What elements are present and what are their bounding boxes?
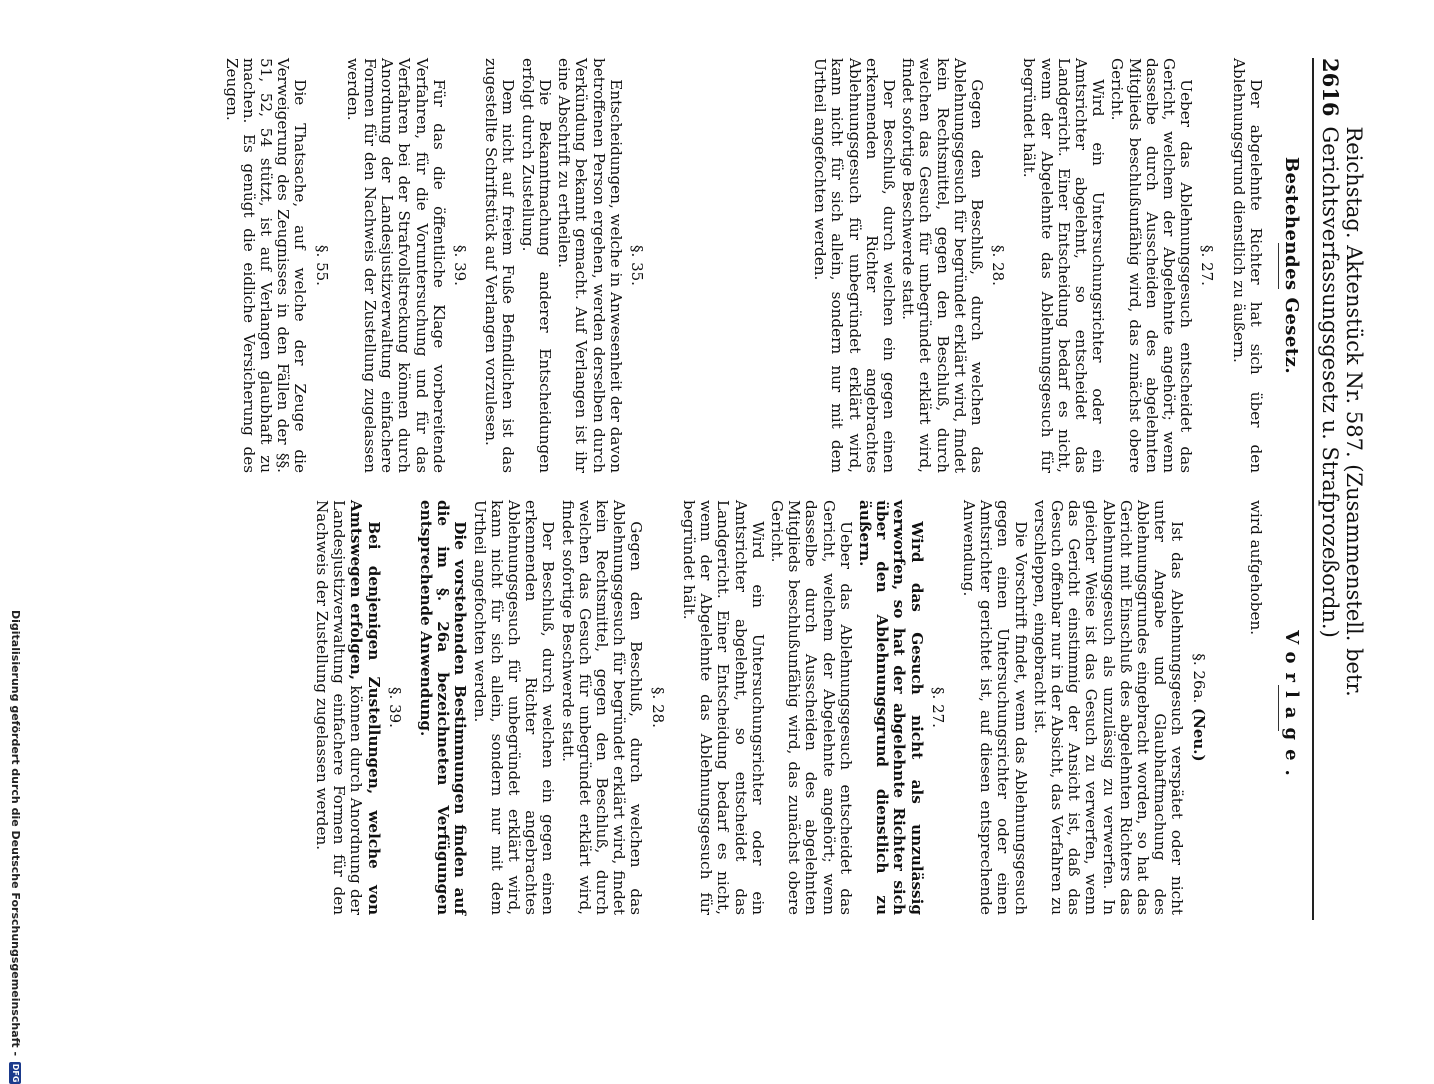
- paragraph: Für das die öffentliche Klage vorbereitende Verfahren, für die Voruntersuchung und für das Verfahren bei der Strafvollstreckung können durch Anordnung der Landesjustizverwaltung einfachere Formen für den Nachweis der Zustellung zugelassen werden.: [343, 58, 448, 473]
- paragraph: Gegen den Beschluß, durch welchen das Ablehnungsgesuch für begründet erklärt wird, findet kein Rechtsmittel, gegen den Beschluß, durch welchen das Gesuch für unbegründet erklärt wird, findet sofortige Beschwerde statt.: [899, 58, 986, 473]
- paragraph: Der Beschluß, durch welchen ein gegen einen erkennenden Richter angebrachtes Ablehnungsgesuch für unbegründet erklärt wird, kann nicht für sich allein, sondern nur mit dem Urtheil angefochten werden.: [811, 58, 898, 473]
- paragraph: Gegen den Beschluß, durch welchen das Ablehnungsgesuch für begründet erklärt wird, findet kein Rechtsmittel, gegen den Beschluß, durch welchen das Gesuch für unbegründet erklärt wird, findet sofortige Beschwerde statt.: [558, 500, 646, 915]
- paragraph: Dem nicht auf freiem Fuße Befindlichen ist das zugestellte Schriftstück auf Verlangen vorzulesen.: [482, 58, 518, 473]
- page-number: 2616: [1318, 58, 1343, 117]
- section-heading: §. 27.: [928, 687, 947, 728]
- paragraph: Wird ein Untersuchungsrichter oder ein Amtsrichter abgelehnt, so entscheidet das Landgericht. Einer Entscheidung bedarf es nicht, wenn der Abgelehnte das Ablehnungsgesuch für begründet hält.: [679, 500, 767, 915]
- section-heading: §. 35.: [627, 245, 646, 286]
- paragraph-emphasized: Wird das Gesuch nicht als unzulässig verworfen, so hat der abgelehnte Richter sich über den Ablehnungsgrund dienstlich zu äußern.: [855, 500, 926, 915]
- page-header: [1312, 58, 1366, 920]
- column-existing-law: [220, 58, 1304, 473]
- section-heading: §. 27.: [1198, 245, 1217, 286]
- paragraph: Der Beschluß, durch welchen ein gegen einen erkennenden Richter angebrachtes Ablehnungsgesuch für unbegründet erklärt wird, kann nicht für sich allein, sondern nur mit dem Urtheil angefochten werden.: [470, 500, 558, 915]
- paragraph-emphasized: Die vorstehenden Bestimmungen finden auf die im §. 26a bezeichneten Verfügungen entsprechende Anwendung.: [417, 500, 470, 915]
- section-number: §. 26a.: [1189, 653, 1208, 704]
- spacer: [659, 58, 809, 473]
- new-marker: (Neu.): [1189, 708, 1208, 762]
- paragraph: Wird ein Untersuchungsrichter oder ein Amtsrichter abgelehnt, so entscheidet das Landgericht. Einer Entscheidung bedarf es nicht, wenn der Abgelehnte das Ablehnungsgesuch für begründet hält.: [1020, 58, 1108, 473]
- paragraph: Die Thatsache, auf welche der Zeuge die Verweigerung des Zeugnisses in den Fällen der §§. 51, 52, 54 stützt, ist auf Verlangen glaubhaft zu machen. Es genügt die eidliche Versicherung des Zeugen.: [222, 58, 310, 473]
- body-text: können durch Anordnung der Landesjustizverwaltung einfachere Formen für den Nachweis der Zustellung zugelassen werden.: [313, 500, 366, 916]
- dfg-logo-icon: DFG: [11, 1063, 20, 1083]
- section-heading: §. 39.: [385, 687, 404, 728]
- paragraph: Ueber das Ablehnungsgesuch entscheidet das Gericht, welchem der Abgelehnte angehört; wenn dasselbe durch Ausscheiden des abgelehnten Mitglieds beschlußunfähig wird, das zunächst obere Gericht.: [767, 500, 855, 915]
- paragraph: [313, 500, 382, 915]
- paragraph: Der abgelehnte Richter hat sich über den Ablehnungsgrund dienstlich zu äußern.: [1229, 58, 1265, 473]
- column-proposal: [311, 500, 1304, 915]
- spacer: [1221, 500, 1245, 915]
- paragraph: Ueber das Ablehnungsgesuch entscheidet das Gericht, welchem der Abgelehnte angehört; wenn dasselbe durch Ausscheiden des abgelehnten Mitglieds beschlußunfähig wird, das zunächst obere Gericht.: [1108, 58, 1196, 473]
- title-rule: [1278, 243, 1279, 289]
- section-heading: §. 28.: [989, 245, 1008, 286]
- section-heading: §. 28.: [648, 687, 667, 728]
- emphasized-text: Bei denjenigen Zustellungen, welche von Amtswegen erfolgen,: [347, 500, 383, 915]
- section-heading: §. 39.: [451, 245, 470, 286]
- funding-note-text: Digitalisierung gefördert durch die Deutsche Forschungsgemeinschaft -: [9, 610, 22, 1057]
- paragraph: Ist das Ablehnungsgesuch verspätet oder nicht unter Angabe und Glaubhaftmachung des Ablehnungsgrundes eingebracht worden, so hat das Gericht mit Einschluß des abgelehnten Richters das Ablehnungsgesuch als unzulässig zu verwerfen. In gleicher Weise ist das Gesuch zu verwerfen, wenn das Gericht einstimmig der Ansicht ist, daß das Gesuch offenbar nur in der Absicht, das Verfahren zu verschleppen, eingebracht ist.: [1030, 500, 1187, 915]
- column-title-existing-law: Bestehendes Gesetz.: [1281, 156, 1302, 375]
- paragraph: Entscheidungen, welche in Anwesenheit der davon betroffenen Person ergehen, werden derselben durch Verkündung bekannt gemacht. Auf Verlangen ist ihr eine Abschrift zu ertheilen.: [555, 58, 625, 473]
- paragraph: Die Vorschrift findet, wenn das Ablehnungsgesuch gegen einen Untersuchungsrichter oder einen Amtsrichter gerichtet ist, auf diesen entsprechende Anwendung.: [959, 500, 1030, 915]
- section-heading: [1189, 500, 1206, 915]
- page-header-title: Reichstag. Aktenstück Nr. 587. (Zusammenstell. betr. Gerichtsverfassungsgesetz u. Strafprozeßordn.): [1318, 126, 1366, 697]
- section-heading: §. 55.: [312, 245, 331, 286]
- funding-note: [9, 610, 22, 1084]
- paragraph: wird aufgehoben.: [1246, 500, 1265, 636]
- title-rule: [1278, 685, 1279, 731]
- paragraph: Die Bekanntmachung anderer Entscheidungen erfolgt durch Zustellung.: [518, 58, 554, 473]
- column-title-proposal: Vorlage.: [1281, 630, 1302, 785]
